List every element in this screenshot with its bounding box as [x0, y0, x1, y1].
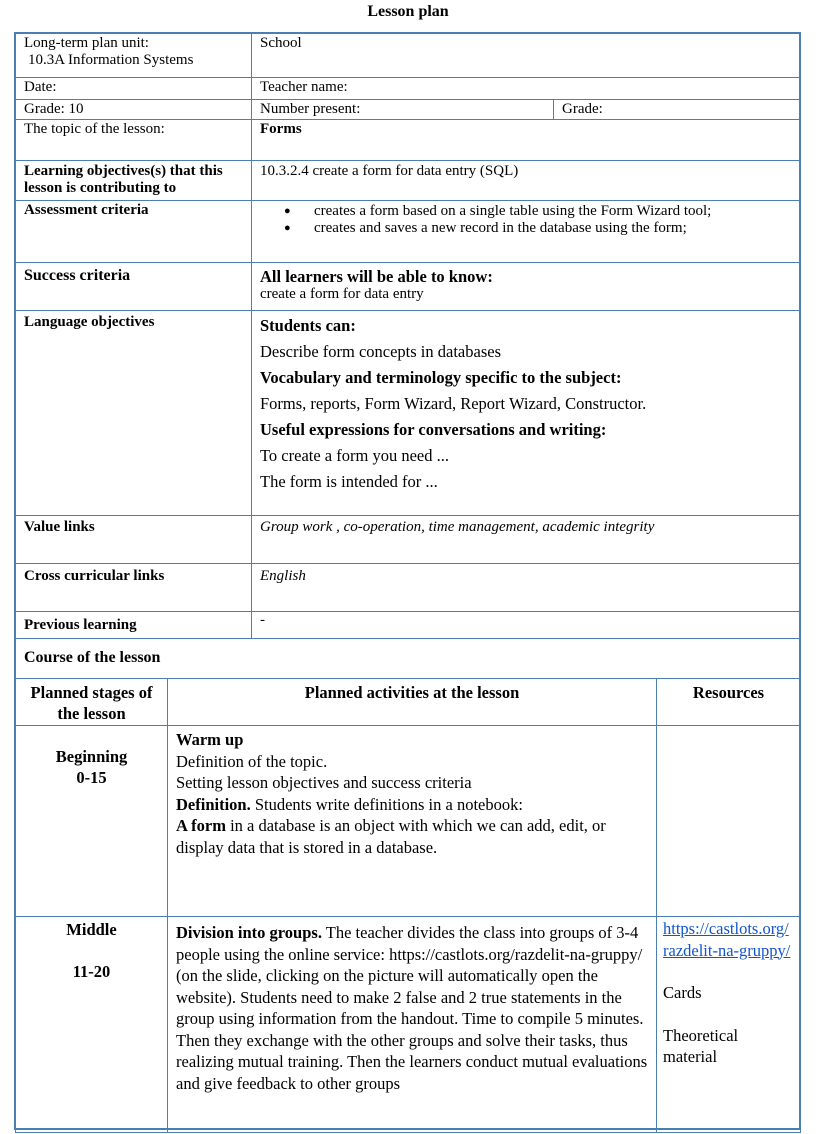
header-stages: Planned stages of the lesson	[16, 679, 168, 726]
table-row	[16, 726, 801, 917]
table-row	[16, 100, 801, 120]
table-row	[16, 201, 801, 263]
table-row	[16, 161, 801, 201]
form-bold: A form	[176, 816, 226, 835]
grade2-label: Grade:	[554, 100, 801, 120]
vocab-line: Forms, reports, Form Wizard, Report Wizard, Constructor.	[260, 394, 647, 413]
definition-bold: Definition.	[176, 794, 251, 814]
table-row	[16, 516, 801, 564]
value-links-value: Group work , co-operation, time management, academic integrity	[252, 516, 801, 564]
date-label: Date:	[16, 78, 252, 100]
objectives-label: Learning objectives(s) that this lesson is contributing to	[16, 161, 252, 201]
definition-text: Students write definitions in a notebook:	[250, 794, 523, 814]
beginning-time: 0-15	[76, 768, 107, 787]
division-text: The teacher divides the class into groups of 3-4 people using the online service: https://castlots.org/razdelit-na-gruppy/ (on the slide, clicking on the picture will automatically open the website). Students need to make 2 false and 2 true statements in the group using information from the handout. Time to compile 5 minutes. Then they exchange with the other groups and solve their tasks, thus realizing mutual training. Then the learners conduct mutual evaluations and give feedback to other groups	[176, 923, 648, 1093]
topic-label: The topic of the lesson:	[16, 120, 252, 161]
header-activities: Planned activities at the lesson	[168, 679, 657, 726]
language-cell	[252, 311, 801, 516]
list-item: ● creates and saves a new record in the database using the form;	[284, 220, 792, 237]
expr-line-1: To create a form you need ...	[260, 446, 449, 465]
number-present-label: Number present:	[252, 100, 554, 120]
beginning-line-1: Definition of the topic.	[176, 751, 328, 771]
vocab-heading: Vocabulary and terminology specific to the subject:	[260, 368, 622, 387]
form-text: in a database is an object with which we can add, edit, or display data that is stored in a database.	[176, 816, 606, 857]
middle-activity-cell	[168, 917, 657, 1133]
middle-stage-cell	[16, 917, 168, 1133]
list-item: ● creates a form based on a single table using the Form Wizard tool;	[284, 203, 792, 220]
value-links-label: Value links	[16, 516, 252, 564]
division-bold: Division into groups.	[176, 923, 322, 942]
assessment-cell	[252, 201, 801, 263]
table-row	[16, 311, 801, 516]
beginning-stage-cell	[16, 726, 168, 917]
table-row	[16, 917, 801, 1133]
beginning-resources-cell	[657, 726, 801, 917]
previous-learning-value: -	[252, 612, 801, 639]
expr-heading: Useful expressions for conversations and writing:	[260, 420, 607, 439]
objectives-value: 10.3.2.4 create a form for data entry (SQL)	[252, 161, 801, 201]
expr-line-2: The form is intended for ...	[260, 472, 438, 491]
beginning-stage: Beginning	[55, 747, 128, 766]
unit-value: 10.3A Information Systems	[28, 52, 194, 68]
success-text: create a form for data entry	[260, 286, 424, 302]
cross-curricular-label: Cross curricular links	[16, 564, 252, 612]
success-cell	[252, 263, 801, 311]
table-row	[16, 679, 801, 726]
describe-line: Describe form concepts in databases	[260, 342, 501, 361]
assessment-label: Assessment criteria	[16, 201, 252, 263]
students-can: Students can:	[260, 316, 356, 335]
resource-cards: Cards	[663, 983, 702, 1002]
previous-learning-label: Previous learning	[16, 612, 252, 639]
cross-curricular-value: English	[252, 564, 801, 612]
table-row	[16, 639, 801, 679]
middle-resources-cell	[657, 917, 801, 1133]
table-row	[16, 263, 801, 311]
course-label: Course of the lesson	[16, 639, 801, 679]
table-row	[16, 612, 801, 639]
stages-table	[15, 678, 801, 1133]
topic-value: Forms	[252, 120, 801, 161]
middle-time: 11-20	[72, 962, 111, 981]
table-row	[16, 34, 801, 78]
unit-label: Long-term plan unit:	[24, 35, 149, 51]
table-row	[16, 564, 801, 612]
resource-material: Theoretical material	[663, 1025, 739, 1066]
castlots-link[interactable]: https://castlots.org/razdelit-na-gruppy/	[663, 919, 791, 960]
school-label: School	[252, 34, 801, 78]
beginning-line-2: Setting lesson objectives and success criteria	[176, 773, 472, 792]
assessment-list	[260, 203, 792, 237]
header-resources: Resources	[657, 679, 801, 726]
unit-cell	[16, 34, 252, 78]
language-label: Language objectives	[16, 311, 252, 516]
warmup-heading: Warm up	[176, 730, 244, 749]
table-row	[16, 78, 801, 100]
grade-label: Grade: 10	[16, 100, 252, 120]
definition-line	[176, 794, 648, 816]
page-title: Lesson plan	[367, 3, 449, 20]
middle-stage: Middle	[66, 920, 117, 939]
form-definition	[176, 815, 648, 858]
beginning-activity-cell	[168, 726, 657, 917]
success-heading: All learners will be able to know:	[260, 267, 493, 286]
lesson-info-table	[15, 33, 801, 679]
success-label: Success criteria	[16, 263, 252, 311]
teacher-label: Teacher name:	[252, 78, 801, 100]
table-row	[16, 120, 801, 161]
